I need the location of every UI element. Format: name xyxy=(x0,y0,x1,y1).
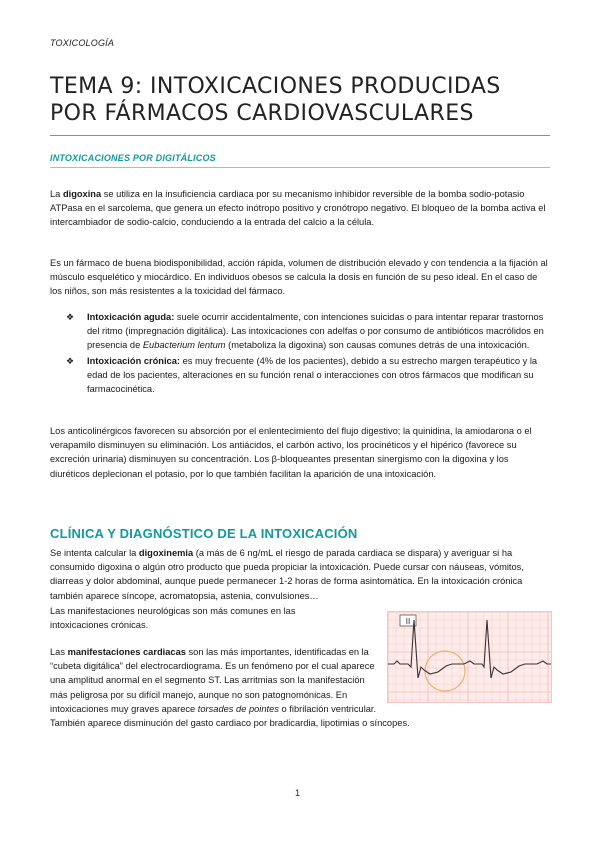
text-run: Se intenta calcular la xyxy=(50,548,139,558)
subsection-divider xyxy=(50,167,550,168)
title-divider xyxy=(50,135,550,136)
paragraph-interactions: Los anticolinérgicos favorecen su absorción por el enlentecimiento del flujo digestivo; la quinidina, la amiodarona o el verapamilo disminuyen su eliminación. Los antiácidos, el carbón activo, los procinéticos y el hipérico (favorece su excreción urinaria) disminuyen su concentración. Los β-bloqueantes presentan sinergismo con la digoxina y los diuréticos deplecionan el potasio, por lo que también facilitan la aparición de una intoxicación. xyxy=(50,426,532,479)
subsection-heading: INTOXICACIONES POR DIGITÁLICOS xyxy=(50,153,216,163)
diamond-bullet-icon: ❖ xyxy=(66,312,75,322)
page-number: 1 xyxy=(295,788,301,798)
term-digoxina: digoxina xyxy=(62,189,102,199)
ecg-strip-graphic xyxy=(388,612,551,702)
term-manifestaciones-cardiacas: manifestaciones cardiacas xyxy=(67,647,186,657)
text-run: (metaboliza la digoxina) son causas comunes detrás de una intoxicación. xyxy=(225,340,530,351)
text-run: o fibrilación ventricular. También aparece disminución del gasto cardiaco por bradicardia, lipotimias o síncopes. xyxy=(50,703,410,729)
text-run: suele ocurrir accidentalmente, con intenciones suicidas o para intentar reparar trastornos del ritmo (impregnación digitálica). Las intoxicaciones con adelfas o por consumo de antibióticos macrólidos en presencia de xyxy=(87,312,544,351)
list-item-chronic xyxy=(66,354,548,397)
text-run: Las xyxy=(50,647,68,657)
ecg-trace xyxy=(388,620,551,678)
text-run: son las más importantes, identificadas en la “cubeta digitálica” del electrocardiograma. Es un fenómeno por el cual aparece una amplitud anormal en el segmento ST. Las arritmias son la manifestación más peligrosa por su difícil manejo, aunque no son patognomónicas. En intoxicaciones muy graves aparece xyxy=(50,647,375,714)
text-run: se utiliza en la insuficiencia cardiaca por su mecanismo inhibidor reversible de la bomba sodio-potasio ATPasa en el sarcolema, que genera un efecto inótropo positivo y cronótropo negativo. El bloqueo de la bomba activa el intercambiador de sodio-calcio, conduciendo a la entrada del calcio a la célula. xyxy=(50,189,546,228)
list-item-term: Intoxicación aguda: xyxy=(87,312,175,322)
section-heading-clinica: CLÍNICA Y DIAGNÓSTICO DE LA INTOXICACIÓN xyxy=(50,526,358,541)
text-run: (a más de 6 ng/mL el riesgo de parada cardiaca se dispara) y averiguar si ha consumido digoxina o algún otro producto que pueda propiciar la intoxicación. Puede cursar con náuseas, vómitos, diarreas y dolor abdominal, aunque puede permanecer 1-2 horas de forma asintomática. En la intoxicación crónica también aparece síncope, acromatopsia, astenia, convulsiones… xyxy=(50,548,524,601)
paragraph-digoxinemia xyxy=(50,546,550,603)
text-run: es muy frecuente (4% de los pacientes), debido a su estrecho margen terapéutico y la edad de los pacientes, alteraciones en su función renal o interacciones con otros fármacos que modifican su farmacocinética. xyxy=(87,355,538,395)
paragraph-neurological: Las manifestaciones neurológicas son más comunes en las intoxicaciones crónicas. xyxy=(50,606,296,631)
ecg-figure xyxy=(387,611,552,703)
paragraph-pharmacokinetics: Es un fármaco de buena biodisponibilidad, acción rápida, volumen de distribución elevado y con tendencia a la fijación al músculo esquelético y miocárdico. En individuos obesos se calcula la dosis en función de su peso ideal. En el caso de los niños, son más resistentes a la toxicidad del fármaco. xyxy=(50,258,548,297)
cubeta-highlight-circle xyxy=(425,651,465,691)
term-digoxinemia: digoxinemia xyxy=(138,548,194,558)
species-name: Eubacterium lentum xyxy=(142,340,226,351)
title-line-1: TEMA 9: INTOXICACIONES PRODUCIDAS xyxy=(50,74,501,99)
paragraph-digoxina xyxy=(50,187,550,230)
torsades-term: torsades de pointes xyxy=(197,703,279,714)
running-head: TOXICOLOGÍA xyxy=(50,38,115,48)
page-title xyxy=(50,73,550,127)
intoxication-types-list xyxy=(66,310,548,397)
lead-label: II xyxy=(405,617,411,626)
list-item-acute xyxy=(66,310,548,353)
diamond-bullet-icon: ❖ xyxy=(66,355,75,366)
list-item-term: Intoxicación crónica: xyxy=(87,355,180,366)
text-run: La xyxy=(50,189,63,199)
title-line-2: POR FÁRMACOS CARDIOVASCULARES xyxy=(50,101,474,126)
